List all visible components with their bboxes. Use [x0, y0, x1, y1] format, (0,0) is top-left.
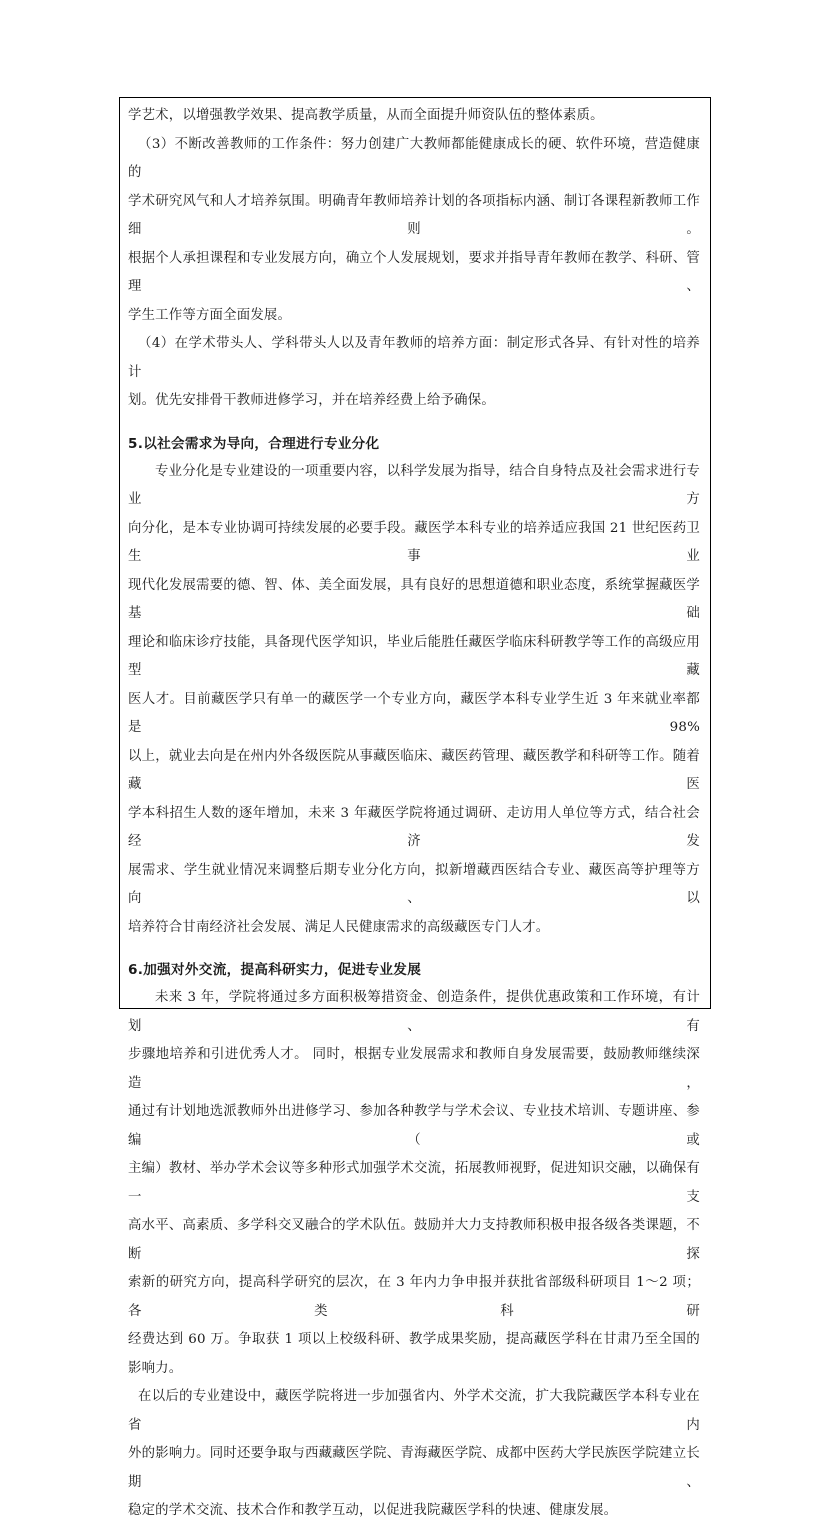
- text-line: 向分化，是本专业协调可持续发展的必要手段。藏医学本科专业的培养适应我国 21 世纪医药卫生事业: [128, 520, 700, 564]
- text-line: 专业分化是专业建设的一项重要内容，以科学发展为指导，结合自身特点及社会需求进行专业方: [128, 463, 700, 507]
- text-line: 步骤地培养和引进优秀人才。 同时，根据专业发展需求和教师自身发展需要，鼓励教师继续深造，: [128, 1047, 700, 1091]
- paragraph-s4-3: [128, 330, 700, 416]
- text-line: 通过有计划地选派教师外出进修学习、参加各种教学与学术会议、专业技术培训、专题讲座、参编（或: [128, 1104, 700, 1148]
- text-line: 稳定的学术交流、技术合作和教学互动，以促进我院藏医学科的快速、健康发展。: [128, 1503, 618, 1518]
- text-line: 经费达到 60 万。争取获 1 项以上校级科研、教学成果奖励，提高藏医学科在甘肃乃至全国的影响力。: [128, 1332, 700, 1376]
- text-line: 高水平、高素质、多学科交叉融合的学术队伍。鼓励并大力支持教师积极申报各级各类课题，不断探: [128, 1218, 700, 1262]
- paragraph-s6-2: [128, 1383, 700, 1526]
- text-line: 学术研究风气和人才培养氛围。明确青年教师培养计划的各项指标内涵、制订各课程新教师工作细则。: [128, 193, 700, 237]
- paragraph-s4-1: [128, 102, 700, 131]
- text-line: 培养符合甘南经济社会发展、满足人民健康需求的高级藏医专门人才。: [128, 919, 550, 935]
- paragraph-s5-1: [128, 458, 700, 943]
- text-line: 以上，就业去向是在州内外各级医院从事藏医临床、藏医药管理、藏医教学和科研等工作。随着藏医: [128, 748, 700, 792]
- text-line: （3）不断改善教师的工作条件：努力创建广大教师都能健康成长的硬、软件环境，营造健康的: [128, 136, 700, 180]
- section-heading-6: 6.加强对外交流，提高科研实力，促进专业发展: [128, 962, 422, 978]
- text-line: 学生工作等方面全面发展。: [128, 307, 292, 323]
- text-line: 未来 3 年，学院将通过多方面积极筹措资金、创造条件，提供优惠政策和工作环境，有计划、有: [128, 990, 700, 1034]
- paragraph-s6-1: [128, 984, 700, 1383]
- document-body: [128, 102, 700, 1526]
- text-line: 学艺术，以增强教学效果、提高教学质量，从而全面提升师资队伍的整体素质。: [128, 108, 604, 123]
- text-line: 外的影响力。同时还要争取与西藏藏医学院、青海藏医学院、成都中医药大学民族医学院建立长期、: [128, 1446, 700, 1490]
- document-frame: [119, 97, 711, 1518]
- text-line: 医人才。目前藏医学只有单一的藏医学一个专业方向，藏医学本科专业学生近 3 年来就业率都是 98%: [128, 691, 700, 735]
- text-line: 主编）教材、举办学术会议等多种形式加强学术交流，拓展教师视野，促进知识交融，以确保有一支: [128, 1161, 700, 1205]
- text-line: 划。优先安排骨干教师进修学习，并在培养经费上给予确保。: [128, 393, 495, 408]
- text-line: 学本科招生人数的逐年增加，未来 3 年藏医学院将通过调研、走访用人单位等方式，结合社会经济发: [128, 805, 700, 849]
- text-line: 索新的研究方向，提高科学研究的层次，在 3 年内力争申报并获批省部级科研项目 1～2 项；各类科研: [128, 1275, 700, 1319]
- text-line: 根据个人承担课程和专业发展方向，确立个人发展规划，要求并指导青年教师在教学、科研、管理、: [128, 250, 700, 294]
- text-line: 现代化发展需要的德、智、体、美全面发展，具有良好的思想道德和职业态度，系统掌握藏医学基础: [128, 577, 700, 621]
- paragraph-s4-2: [128, 131, 700, 331]
- text-line: 展需求、学生就业情况来调整后期专业分化方向，拟新增藏西医结合专业、藏医高等护理等方向、以: [128, 862, 700, 906]
- text-line: 理论和临床诊疗技能，具备现代医学知识，毕业后能胜任藏医学临床科研教学等工作的高级应用型藏: [128, 634, 700, 678]
- section-heading-5: 5.以社会需求为导向，合理进行专业分化: [128, 435, 380, 452]
- text-line: 在以后的专业建设中，藏医学院将进一步加强省内、外学术交流，扩大我院藏医学本科专业在省内: [128, 1389, 700, 1433]
- text-line: （4）在学术带头人、学科带头人以及青年教师的培养方面：制定形式各异、有针对性的培养计: [128, 336, 700, 380]
